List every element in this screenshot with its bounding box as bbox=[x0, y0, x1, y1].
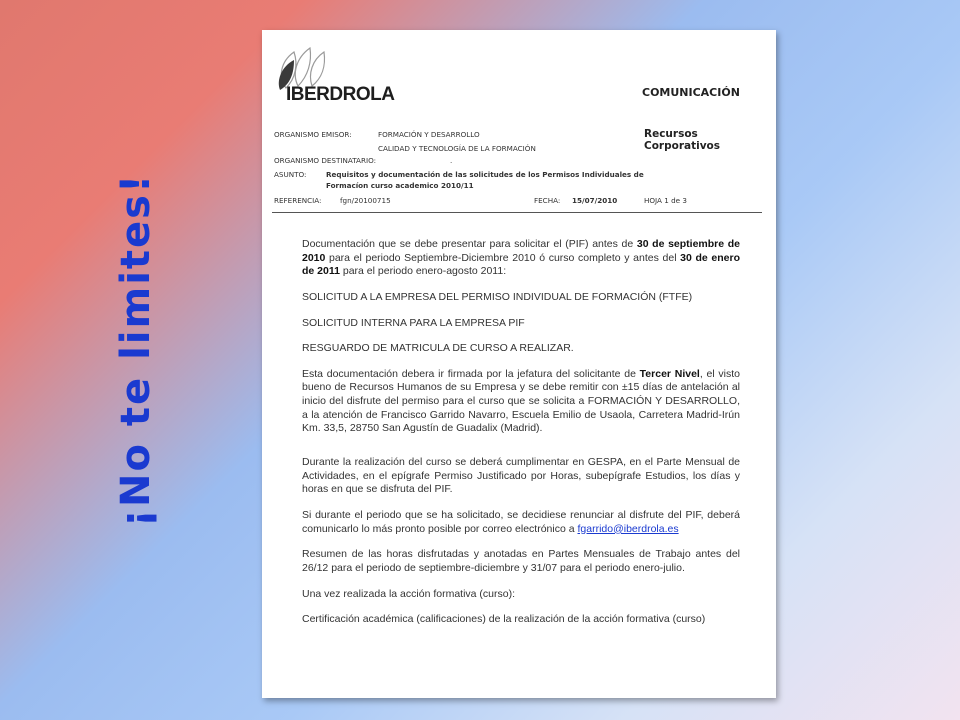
paragraph-gespa: Durante la realización del curso se deberá cumplimentar en GESPA, en el Parte Mensual de Actividades, en el epígrafe Permiso Justificado por Horas, subepígrafe Estudios, los días y horas en que se disfruta del PIF. bbox=[302, 456, 740, 496]
paragraph-ftfe: SOLICITUD A LA EMPRESA DEL PERMISO INDIVIDUAL DE FORMACIÓN (FTFE) bbox=[302, 290, 693, 303]
header-divider bbox=[272, 212, 762, 213]
asunto-line-2: Formacíon curso academico 2010/11 bbox=[326, 181, 474, 190]
brand-name: IBERDROLA bbox=[286, 84, 395, 105]
paragraph-pif: SOLICITUD INTERNA PARA LA EMPRESA PIF bbox=[302, 316, 525, 329]
asunto-label: ASUNTO: bbox=[274, 170, 307, 179]
slogan-container bbox=[86, 172, 186, 528]
emisor-value-1: FORMACIÓN Y DESARROLLO bbox=[378, 130, 480, 139]
paragraph-accion: Una vez realizada la acción formativa (curso): bbox=[302, 587, 516, 600]
comunicacion-heading: COMUNICACIÓN bbox=[642, 86, 740, 99]
paragraph-deadlines: Documentación que se debe presentar para solicitar el (PIF) antes de 30 de septiembre de 2010 para el periodo Septiembre-Diciembre 2010 ó curso completo y antes del 30 de enero de 2011 para el periodo enero-agosto 2011: bbox=[302, 238, 741, 278]
emisor-value-2: CALIDAD Y TECNOLOGÍA DE LA FORMACIÓN bbox=[378, 144, 536, 153]
fecha-value: 15/07/2010 bbox=[572, 196, 618, 205]
recursos-corporativos: Recursos Corporativos bbox=[644, 128, 721, 152]
paragraph-certificacion: Certificación académica (calificaciones) de la realización de la acción formativa (curso) bbox=[302, 613, 706, 626]
asunto-line-1: Requisitos y documentación de las solicitudes de los Permisos Individuales de bbox=[326, 170, 644, 179]
paragraph-firma: Esta documentación debera ir firmada por la jefatura del solicitante de Tercer Nivel, el visto bueno de Recursos Humanos de su Empresa y se debe remitir con ±15 días de antelación al inicio del disfrute del permiso para el curso que se solicita a FORMACIÓN Y DESARROLLO, a la atención de Francisco Garrido Navarro, Escuela Emilio de Usaola, Carretera Madrid-Irún Km. 33,5, 28750 San Agustín de Guadalix (Madrid). bbox=[302, 367, 741, 435]
slogan-text: ¡No te limites! bbox=[113, 172, 159, 528]
document-body bbox=[302, 238, 740, 639]
paragraph-renuncia: Si durante el periodo que se ha solicitado, se decidiese renunciar al disfrute del PIF, deberá comunicarlo lo más pronto posible por correo electrónico a fgarrido@iberdrola.es bbox=[302, 508, 740, 535]
emisor-label: ORGANISMO EMISOR: bbox=[274, 130, 352, 139]
referencia-label: REFERENCIA: bbox=[274, 196, 322, 205]
hoja-label: HOJA 1 de 3 bbox=[644, 196, 687, 205]
fecha-label: FECHA: bbox=[534, 196, 561, 205]
paragraph-resumen: Resumen de las horas disfrutadas y anotadas en Partes Mensuales de Trabajo antes del 26/12 para el periodo de septiembre-diciembre y 31/07 para el periodo enero-julio. bbox=[302, 548, 740, 574]
email-link[interactable]: fgarrido@iberdrola.es bbox=[577, 522, 679, 535]
document-page bbox=[262, 30, 776, 698]
paragraph-matricula: RESGUARDO DE MATRICULA DE CURSO A REALIZAR. bbox=[302, 342, 574, 355]
destinatario-value: . bbox=[450, 156, 453, 165]
referencia-value: fgn/20100715 bbox=[340, 196, 391, 205]
destinatario-label: ORGANISMO DESTINATARIO: bbox=[274, 156, 377, 165]
